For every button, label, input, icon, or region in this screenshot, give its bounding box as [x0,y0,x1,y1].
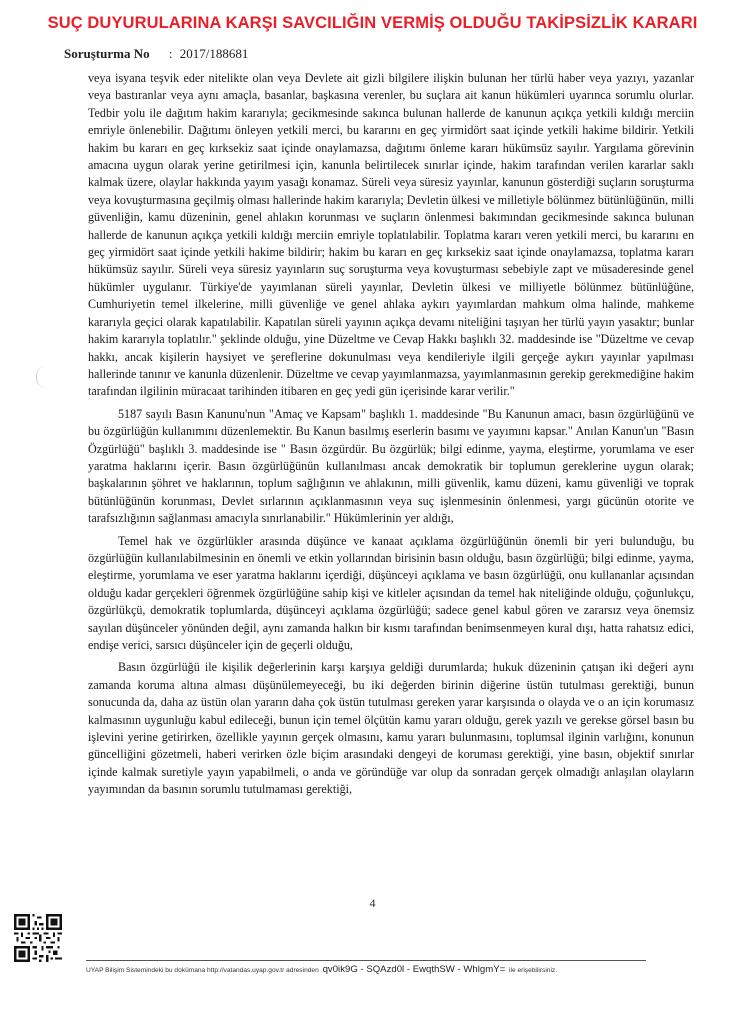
footer-divider [86,960,646,961]
case-number-separator: : [168,46,173,61]
body-paragraph: Temel hak ve özgürlükler arasında düşünce ve kanaat açıklama özgürlüğünün önemli bir yeri bulunduğu, bu özgürlüğün kullanılabilmesinin en önemli ve etkin yollarından birisinin basın olduğu, basın özgürlüğü; bilgi edinme, yayma, eleştirme, yorumlama ve eser yaratma haklarını içerdiği, düşünceyi açıklama ve basın özgürlüğü, onu kullananlar açısından olduğu kadar gerçekleri öğrenmek özgürlüğüne sahip kişi ve kitleler açısından da temel hak niteliğinde olduğu, çoğunlukçu, özgürlükçü, demokratik toplumlarda, düşünceyi açıklama özgürlüğü; sadece genel kabul gören ve zararsız veya önemsiz sayılan düşünceler yönünden değil, aynı zamanda halkın bir kısmı tarafından benimsenmeyen kural dışı, hatta rahatsız edici, endişe verici, sarsıcı düşünceler için de geçerli olduğu, [88,533,694,652]
document-banner-title: SUÇ DUYURULARINA KARŞI SAVCILIĞIN VERMİŞ OLDUĞU TAKİPSİZLİK KARARI [47,14,698,32]
body-paragraph: 5187 sayılı Basın Kanunu'nun "Amaç ve Kapsam" başlıklı 1. maddesinde "Bu Kanunun amacı, basın özgürlüğünü ve bu özgürlüğün kullanımını düzenlemektir. Bu Kanun basılmış eserlerin basımı ve yayımını kapsar." Anılan Kanun'un "Basın Özgürlüğü" başlıklı 3. maddesinde ise " Basın özgürdür. Bu özgürlük; bilgi edinme, yayma, eleştirme, yorumlama ve eser yaratma haklarını içerir. Basın özgürlüğünün kullanılması ancak demokratik bir toplumun gereklerine uygun olarak; başkalarının şöhret ve haklarının, toplum sağlığının ve ahlakının, milli güvenlik, kamu düzeni, kamu güvenliği ve toprak bütünlüğünün korunması, Devlet sırlarının açıklanmasının veya suç işlenmesinin önlenmesi, yargı gücünün otorite ve tarafsızlığının sağlanması amacıyla sınırlanabilir." Hükümlerinin yer aldığı, [88,406,694,526]
case-number-line [64,46,248,62]
qr-code-icon [14,914,62,962]
body-paragraph: veya isyana teşvik eder nitelikte olan veya Devlete ait gizli bilgilere ilişkin bulunan her türlü haber veya yazıyı, yazanlar veya bastıranlar veya aynı amaçla, basanlar, başkasına verenler, bu suçlara ait kanun hükümleri uyarınca sorumlu olurlar. Tedbir yolu ile dağıtım hakim kararıyla; gecikmesinde sakınca bulunan hallerde de kanunun açıkça yetkili kıldığı merciin emriyle önlenebilir. Dağıtımı önleyen yetkili merci, bu kararını en geç yirmidört saat içinde yetkili hakime bildirir. Yetkili hakim bu kararı en geç kırksekiz saat içinde onaylamazsa, dağıtımı önleme kararı hükümsüz sayılır. Yargılama görevinin amacına uygun olarak yerine getirilmesi için, kanunla belirtilecek sınırlar içinde, hakim tarafından verilen kararlar saklı kalmak üzere, olaylar hakkında yayım yasağı konamaz. Süreli veya süresiz yayınlar, kanunun gösterdiği suçların soruşturma veya kovuşturmasına geçilmiş olması hallerinde hakim kararıyla; Devletin ülkesi ve milletiyle bölünmez bütünlüğünün, milli güvenliğin, kamu düzeninin, genel ahlakın korunması ve suçların önlenmesi bakımından gecikmesinde sakınca bulunan hallerde de kanunun açıkça yetkili kıldığı merciin emriyle toplatılabilir. Toplatma kararı veren yetkili merci, bu kararını en geç yirmidört saat içinde yetkili hakime bildirir; hakim bu kararı en geç kırksekiz saat içinde onaylamazsa, toplatma kararı hükümsüz sayılır. Süreli veya süresiz yayınların suç soruşturma veya kovuşturması sebebiyle zapt ve müsaderesinde genel hükümler uygulanır. Türkiye'de yayımlanan süreli yayınlar, Devletin ülkesi ve milliyetle bölünmez bütünlüğüne, Cumhuriyetin temel ilkelerine, milli güvenliğe ve genel ahlaka aykırı yayımlardan mahkum olma halinde, mahkeme kararıyla geçici olarak kapatılabilir. Kapatılan süreli yayının açıkça devamı niteliğini taşıyan her türlü yayın yasaktır; bunlar hakim kararıyla toplatılır." şeklinde olduğu, yine Düzeltme ve Cevap Hakkı başlıklı 32. maddesinde ise "Düzeltme ve cevap hakkı, ancak kişilerin haysiyet ve şereflerine dokunulması veya kendileriyle ilgili gerçeğe aykırı yayınlar yapılması hallerinde tanınır ve kanunla düzenlenir. Düzeltme ve cevap yayımlanmazsa, yayımlanmasının gerekip gerekmediğine hakim tarafından ilgilinin müracaat tarihinden itibaren en geç yedi gün içerisinde karar verilir." [88,71,694,399]
footer-suffix: ile erişebilirsiniz. [509,967,558,974]
case-number-value: 2017/188681 [179,46,249,61]
scan-margin-mark [36,366,47,388]
body-paragraph: Basın özgürlüğü ile kişilik değerlerinin karşı karşıya geldiği durumlarda; hukuk düzeninin çatışan iki değeri aynı zamanda koruma altına alması düşünülemeyeceği, bu iki değerden birinin diğerine üstün tutulması gerektiği, bunun sonucunda da, daha az üstün olan yararın daha çok üstün tutulması gereken yarar karşısında o olayda ve o an için korumasız kalmasının uygunluğu kabul edileceği, bunun için temel ölçütün kamu yararı olduğu, gerek yazılı ve gerekse görsel basın bu işlevini yerine getirirken, özellikle yayının gerçek olmasını, kamu yararı bulunmasını, toplumsal ilginin varlığını, konunun güncelliğini gözetmeli, haberi verirken özle biçim arasındaki dengeyi de koruması gerektiği, yine basın, objektif sınırlar içinde kalmak suretiyle yayın yapabilmeli, o anda ve göründüğe var olup da sonradan gerçek olmadığı anlaşılan olayların yayımından da basının sorumlu tutulmaması gerektiği, [88,660,694,797]
footer-prefix: UYAP Bilişim Sistemindeki bu dokümana http://vatandas.uyap.gov.tr adresinden [86,967,319,974]
footer-access-code: qv0ik9G - SQAzd0l - EwqthSW - WhlgmY= [322,964,506,975]
case-number-label: Soruşturma No [64,46,150,61]
footer-verification-text [86,964,696,975]
document-body [88,70,694,870]
page-number: 4 [369,896,376,910]
